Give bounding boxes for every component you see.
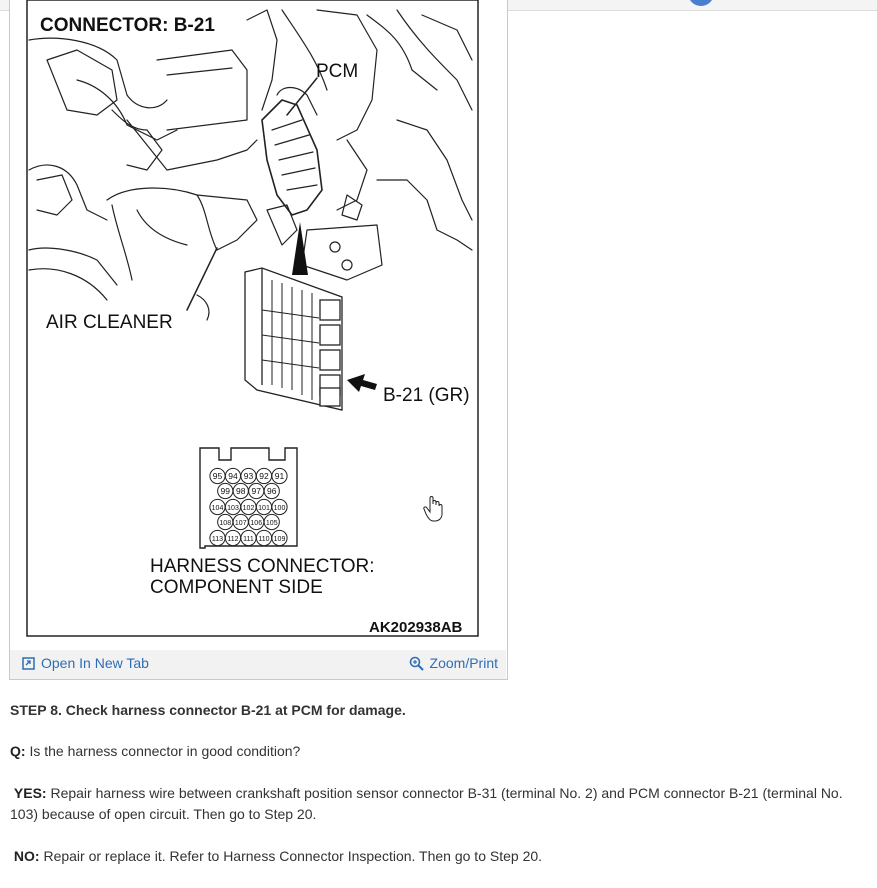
figure-footer — [10, 650, 506, 679]
connector-label: B-21 (GR) — [383, 385, 470, 406]
pin-label-91: 91 — [274, 471, 285, 481]
open-in-new-tab-label: Open In New Tab — [41, 655, 149, 671]
figure-code: AK202938AB — [369, 619, 463, 636]
pcm-label: PCM — [316, 61, 359, 82]
pin-label-101: 101 — [258, 505, 270, 512]
figure-title: CONNECTOR: B-21 — [40, 15, 215, 36]
pin-label-98: 98 — [236, 486, 246, 496]
harness-label-line1: HARNESS CONNECTOR: — [150, 556, 375, 577]
yes-text: Repair harness wire between crankshaft position sensor connector B-31 (terminal No. 2) and PCM connector B-21 (terminal No. 103) because of open circuit. Then go to Step 20. — [10, 785, 843, 822]
pin-label-109: 109 — [273, 536, 286, 543]
pin-label-102: 102 — [242, 505, 255, 512]
zoom-icon — [409, 656, 424, 671]
air-cleaner-label: AIR CLEANER — [46, 312, 173, 333]
pin-label-100: 100 — [273, 505, 286, 512]
connector-diagram — [17, 0, 480, 638]
question-text: Is the harness connector in good condition? — [25, 743, 301, 759]
pin-label-108: 108 — [219, 520, 232, 527]
pin-label-113: 113 — [211, 536, 224, 543]
profile-icon[interactable] — [688, 0, 714, 6]
question-label: Q: — [10, 743, 26, 759]
pin-label-94: 94 — [228, 471, 238, 481]
harness-label-line2: COMPONENT SIDE — [150, 577, 323, 598]
pin-label-95: 95 — [212, 471, 223, 481]
zoom-print-label: Zoom/Print — [429, 655, 498, 671]
pin-label-103: 103 — [227, 505, 239, 512]
no-text: Repair or replace it. Refer to Harness Connector Inspection. Then go to Step 20. — [39, 848, 543, 864]
pin-label-99: 99 — [220, 486, 230, 496]
pin-label-112: 112 — [227, 536, 239, 543]
zoom-print-link[interactable] — [409, 655, 498, 671]
step-heading: STEP 8. Check harness connector B-21 at PCM for damage. — [10, 702, 406, 718]
yes-label: YES: — [13, 785, 47, 801]
yes-answer — [10, 783, 860, 825]
pin-label-93: 93 — [243, 471, 254, 481]
open-in-new-tab-link[interactable] — [22, 655, 149, 671]
no-label: NO: — [13, 848, 40, 864]
pin-label-96: 96 — [267, 486, 277, 496]
no-answer — [10, 846, 542, 867]
pin-label-97: 97 — [251, 486, 261, 496]
pin-label-105: 105 — [265, 520, 278, 527]
pin-label-92: 92 — [259, 471, 269, 481]
question-line — [10, 741, 300, 762]
pin-label-110: 110 — [258, 536, 270, 543]
pin-label-106: 106 — [250, 520, 263, 527]
pin-label-111: 111 — [243, 536, 254, 543]
pin-label-107: 107 — [234, 520, 247, 527]
pin-label-104: 104 — [211, 505, 224, 512]
open-new-tab-icon — [22, 657, 35, 670]
